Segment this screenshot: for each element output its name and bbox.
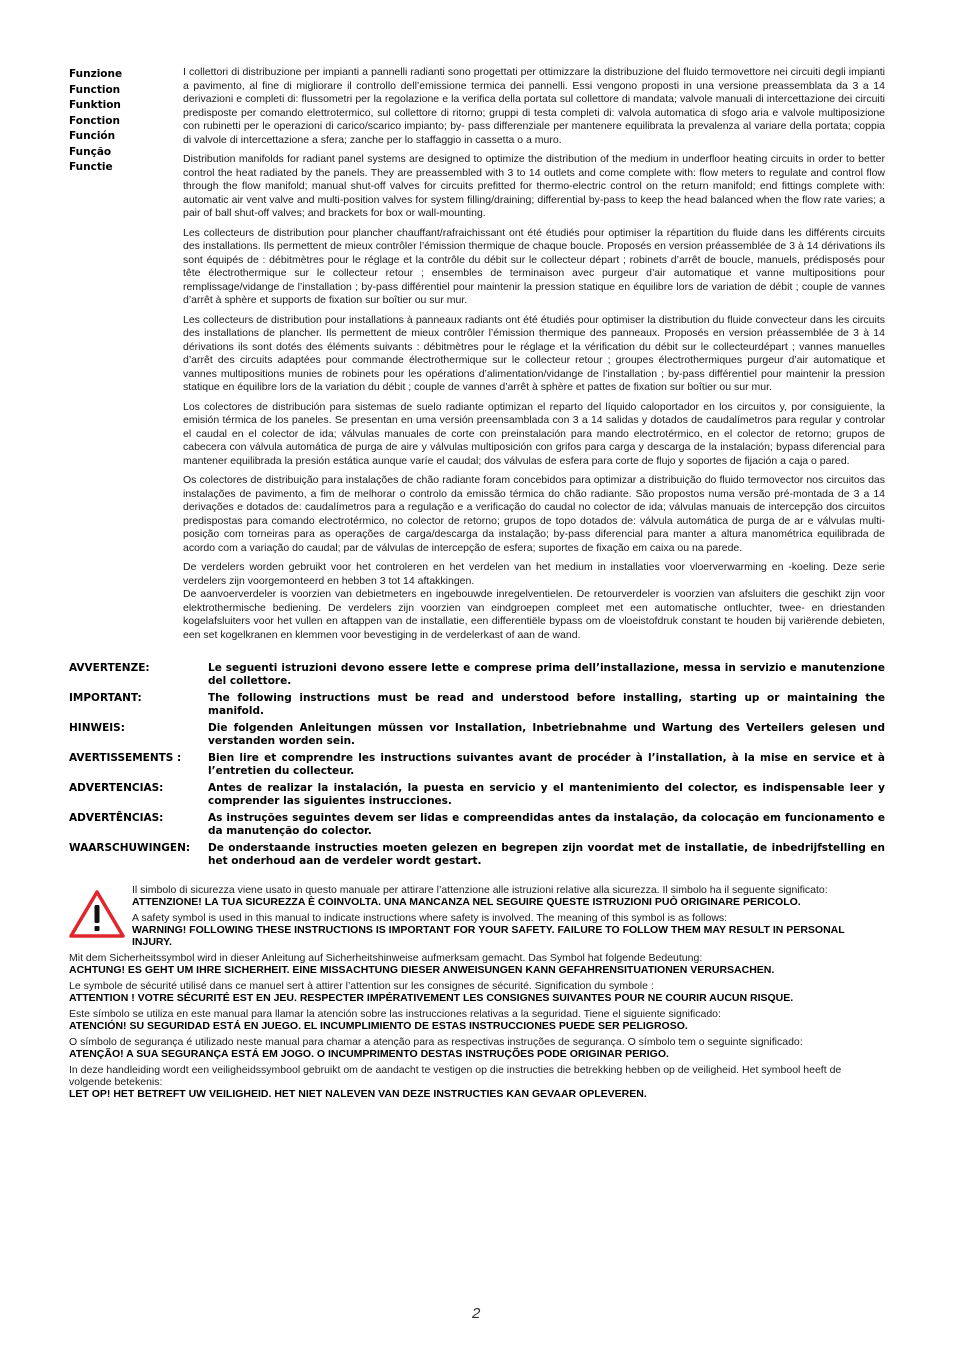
safety-top bbox=[69, 884, 885, 952]
safety-block-french bbox=[69, 980, 885, 1004]
safety-plain: A safety symbol is used in this manual to indicate instructions where safety is involved. The meaning of this symbol is as follows: bbox=[132, 912, 728, 924]
safety-bold: ATENCIÓN! SU SEGURIDAD ESTÁ EN JUEGO. EL INCUMPLIMIENTO DE ESTAS INSTRUCCIONES PUEDE SER PELIGROSO. bbox=[69, 1020, 688, 1032]
safety-plain: In deze handleiding wordt een veiligheidssymbool gebruikt om de aandacht te vestigen op die instructies die betrekking hebben op de veiligheid. Het symbool heeft de volgende betekenis: bbox=[69, 1064, 842, 1088]
description-french-2: Les collecteurs de distribution pour installations à panneaux radiants ont été étudiés pour optimiser la distribution du fluide convecteur dans les circuits des installations de plancher. Ils permettent de mieux contrôler l’émission thermique des panneaux. Proposés en version préassemblée de 3 à 14 dérivations ils sont dotés des éléments suivants : débitmètres pour le réglage et la vérification du débit sur le collecteurdépart ; vannes manuelles d’arrêt des circuits adaptées pour commande électrothermique sur le collecteur retour ; groupes électrothermiques purgeur d’air automatique et vannes multipositions munies de robinets pour les opérations d’alimentation/vidange de l’installation ; by-pass différentiel pour maintenir la pression statique en équilibre lors de la variation du débit ; couple de vannes d’arrêt à sphère et pattes de fixation sur boîtier ou sur mur. bbox=[183, 313, 885, 393]
function-section bbox=[69, 66, 885, 648]
safety-block-german bbox=[69, 952, 885, 976]
warning-row bbox=[69, 722, 885, 748]
description-english: Distribution manifolds for radiant panel systems are designed to optimize the distribution of the medium in underfloor heating circuits in order to better control the heat radiated by the panels. They are preassembled with 3 to 14 outlets and come complete with: flow meters to regulate and control flow through the flow manifold; manual shut-off valves for circuits prefitted for thermo-electric control on the return manifold; end fittings complete with: automatic air vent valve and multi-position valves for system filling/draining; differential by-pass to keep the head balanced when the flow rate varies; a pair of ball shut-off valves; and brackets for box or wall-mounting. bbox=[183, 153, 885, 219]
function-description bbox=[183, 66, 885, 648]
function-label: Function bbox=[69, 83, 121, 96]
warning-label: IMPORTANT: bbox=[69, 692, 142, 704]
function-label: Funzione bbox=[69, 68, 123, 80]
warning-text: As instruções seguintes devem ser lidas e compreendidas antes da instalação, da colocação em funcionamento e da manutenção do colector. bbox=[208, 812, 885, 837]
description-french-1: Les collecteurs de distribution pour plancher chauffant/rafraichissant ont été étudiés pour optimiser la répartition du fluide dans les différents circuits des installations. Ils permettent de mieux contrôler l’émission thermique de chaque boucle. Proposés en version préassemblée de 3 à 14 dérivations ils sont équipés de : débitmètres pour le réglage et la contrôle du débit sur le collecteur départ ; robinets d’arrêt de boucle, manuels, prédisposés pour tête électrothermique sur le collecteur retour ; ensembles de terminaison avec purgeur d’air automatique et vanne multipositions pour remplissage/vidange de l’installation ; by-pass différentiel pour maintenir la pression statique en équilibre lors de variation de débit ; couple de vannes d’arrêt à sphère et supports de fixation sur boîtier ou sur mur. bbox=[183, 226, 885, 306]
safety-plain: Il simbolo di sicurezza viene usato in questo manuale per attirare l’attenzione alle istruzioni relative alla sicurezza. Il simbolo ha il seguente significato: bbox=[132, 884, 828, 896]
function-label: Fonction bbox=[69, 114, 120, 127]
warning-text: Le seguenti istruzioni devono essere lette e comprese prima dell’installazione, messa in servizio e manutenzione del collettore. bbox=[208, 662, 885, 687]
warning-text: De onderstaande instructies moeten gelezen en begrepen zijn voordat met de installatie, de inbedrijfstelling en het onderhoud aan de verdeler wordt gestart. bbox=[208, 842, 885, 867]
safety-bold: WARNING! FOLLOWING THESE INSTRUCTIONS IS IMPORTANT FOR YOUR SAFETY. FAILURE TO FOLLOW THEM MAY RESULT IN PERSONAL INJURY. bbox=[132, 924, 845, 948]
function-label: Funktion bbox=[69, 99, 121, 111]
warning-row bbox=[69, 662, 885, 688]
warning-label: HINWEIS: bbox=[69, 722, 125, 734]
warning-triangle-icon bbox=[69, 884, 127, 952]
safety-plain: Mit dem Sicherheitssymbol wird in dieser Anleitung auf Sicherheitshinweise aufmerksam gemacht. Das Symbol hat folgende Bedeutung: bbox=[69, 952, 703, 964]
description-italian: I collettori di distribuzione per impianti a pannelli radianti sono progettati per ottimizzare la distribuzione del fluido termovettore nei circuiti degli impianti a pavimento, al fine di migliorare il controllo dell’emissione termica dei pannelli. Essi vengono proposti in una versione preassemblata da 3 a 14 derivazioni e completi di: flussometri per la regolazione e la verifica della portata sul collettore di mandata; valvole manuali di intercettazione dei circuiti predisposte per comando elettrotermico, sul collettore di ritorno; gruppi di testa completi di: valvola automatica di sfogo aria e valvole multiposizione con rubinetti per le operazioni di carico/scarico impianto; by- pass differenziale per mantenere equilibrata la prevalenza al variare della portata; coppia di valvole di intercettazione a sfera; zanche per lo staffaggio in cassetta o a muro. bbox=[183, 66, 885, 146]
safety-section bbox=[69, 884, 885, 1100]
safety-block-dutch bbox=[69, 1064, 885, 1100]
safety-plain: Le symbole de sécurité utilisé dans ce manuel sert à attirer l’attention sur les consignes de sécurité. Signification du symbole : bbox=[69, 980, 654, 992]
safety-bold: ATENÇÃO! A SUA SEGURANÇA ESTÁ EM JOGO. O INCUMPRIMENTO DESTAS INSTRUÇÕES PODE ORIGINAR PERIGO. bbox=[69, 1048, 669, 1060]
safety-plain: O símbolo de segurança é utilizado neste manual para chamar a atenção para as respectivas instruções de segurança. O símbolo tem o seguinte significado: bbox=[69, 1036, 803, 1048]
safety-block-spanish bbox=[69, 1008, 885, 1032]
warning-row bbox=[69, 692, 885, 718]
safety-plain: Este símbolo se utiliza en este manual para llamar la atención sobre las instrucciones relativas a la seguridad. Tiene el siguiente significado: bbox=[69, 1008, 721, 1020]
safety-top-text bbox=[132, 884, 885, 952]
warning-text: Die folgenden Anleitungen müssen vor Installation, Inbetriebnahme und Wartung des Verteilers gelesen und verstanden worden sein. bbox=[208, 722, 885, 747]
warning-text: Antes de realizar la instalación, la puesta en servicio y el mantenimiento del colector, es indispensable leer y comprender las siguientes instrucciones. bbox=[208, 782, 885, 807]
function-label: Função bbox=[69, 145, 112, 158]
warning-row bbox=[69, 842, 885, 868]
warning-text: Bien lire et comprendre les instructions suivantes avant de procéder à l’installation, à la mise en service et à l’entretien du collecteur. bbox=[208, 752, 885, 777]
safety-block-italian bbox=[132, 884, 885, 908]
safety-bold: ATTENTION ! VOTRE SÉCURITÉ EST EN JEU. RESPECTER IMPÉRATIVEMENT LES CONSIGNES SUIVANTES POUR NE COURIR AUCUN RISQUE. bbox=[69, 992, 794, 1004]
warning-label: WAARSCHUWINGEN: bbox=[69, 842, 191, 854]
warning-label: AVERTISSEMENTS : bbox=[69, 752, 182, 764]
safety-bold: ACHTUNG! ES GEHT UM IHRE SICHERHEIT. EINE MISSACHTUNG DIESER ANWEISUNGEN KANN GEFAHRENSITUATIONEN VERURSACHEN. bbox=[69, 964, 775, 976]
warning-label: ADVERTÊNCIAS: bbox=[69, 812, 164, 824]
safety-bold: ATTENZIONE! LA TUA SICUREZZA È COINVOLTA. UNA MANCANZA NEL SEGUIRE QUESTE ISTRUZIONI PUÒ ORIGINARE PERICOLO. bbox=[132, 896, 801, 908]
page-number: 2 bbox=[472, 1305, 481, 1322]
safety-block-english bbox=[132, 912, 885, 948]
function-labels bbox=[69, 66, 183, 648]
warning-text: The following instructions must be read and understood before installing, starting up or maintaining the manifold. bbox=[208, 692, 885, 717]
function-label: Functie bbox=[69, 161, 113, 173]
description-dutch: De verdelers worden gebruikt voor het controleren en het verdelen van het medium in installaties voor vloerverwarming en -koeling. Deze serie verdelers zijn voorgemonteerd en hebben 3 tot 14 aftakkingen. De aanvoerverdeler is voorzien van debietmeters en ingebouwde inregelventielen. De retourverdeler is voorzien van afsluiters die geschikt zijn voor elektrothermische bediening. De verdelers zijn voorzien van eindgroepen compleet met een automatische ontluchter, twee- en driestanden kogelafsluiters voor het vullen en aftappen van de installatie, een differentiële bypass om de vloeistofdruk constant te houden bij variërende debieten, een set kogelkranen en klemmen voor bevestiging in de verdelerkast of aan de wand. bbox=[183, 561, 885, 641]
description-spanish: Los colectores de distribución para sistemas de suelo radiante optimizan el reparto del líquido caloportador en los circuitos y, por consiguiente, la emisión térmica de los paneles. Se presentan en uma versión preensamblada con 3 a 14 salidas y dotados de caudalímetros para regular y controlar el caudal en el colector de ida; válvulas manuales de corte con preinstalación para mando electrotérmico, en el colector de retorno; grupos de cabecera con válvula automática de purga de aire y válvulas multiposición con grifos para carga y descarga de la instalación; bypass diferencial para mantener equilibrada la presión estática aunque varíe el caudal; dos válvulas de esfera para corte de flujo y soportes de fijación a caja o pared. bbox=[183, 400, 885, 467]
warning-row bbox=[69, 782, 885, 808]
safety-bold: LET OP! HET BETREFT UW VEILIGHEID. HET NIET NALEVEN VAN DEZE INSTRUCTIES KAN GEVAAR OPLEVEREN. bbox=[69, 1088, 647, 1100]
warning-label: ADVERTENCIAS: bbox=[69, 782, 164, 794]
warning-row bbox=[69, 752, 885, 778]
safety-block-portuguese bbox=[69, 1036, 885, 1060]
warnings-section bbox=[69, 662, 885, 868]
description-portuguese: Os colectores de distribuição para instalações de chão radiante foram concebidos para optimizar a distribuição do fluido termovector nos circuitos das instalações de pavimento, a fim de melhorar o controlo da emissão térmica do chão radiante. São propostos numa versão pré-montada de 3 a 14 derivações e dotados de: caudalímetros para a regulação e a verificação do caudal no colector de ida; válvulas manuais de intercepção dos circuitos predispostas para comando electrotérmico, no colector de retorno; grupos de topo dotados de: válvula automática de purga de ar e válvulas multi-posição com torneiras para as operações de carga/descarga da instalação; by-pass diferencial para manter a altura manométrica equilibrada de acordo com a variação do caudal; par de válvulas de intercepção de esfera; suportes de fixação em caixa ou na parede. bbox=[183, 474, 885, 554]
warning-row bbox=[69, 812, 885, 838]
warning-label: AVVERTENZE: bbox=[69, 662, 150, 674]
function-label: Función bbox=[69, 130, 116, 142]
document-page bbox=[69, 66, 885, 1104]
